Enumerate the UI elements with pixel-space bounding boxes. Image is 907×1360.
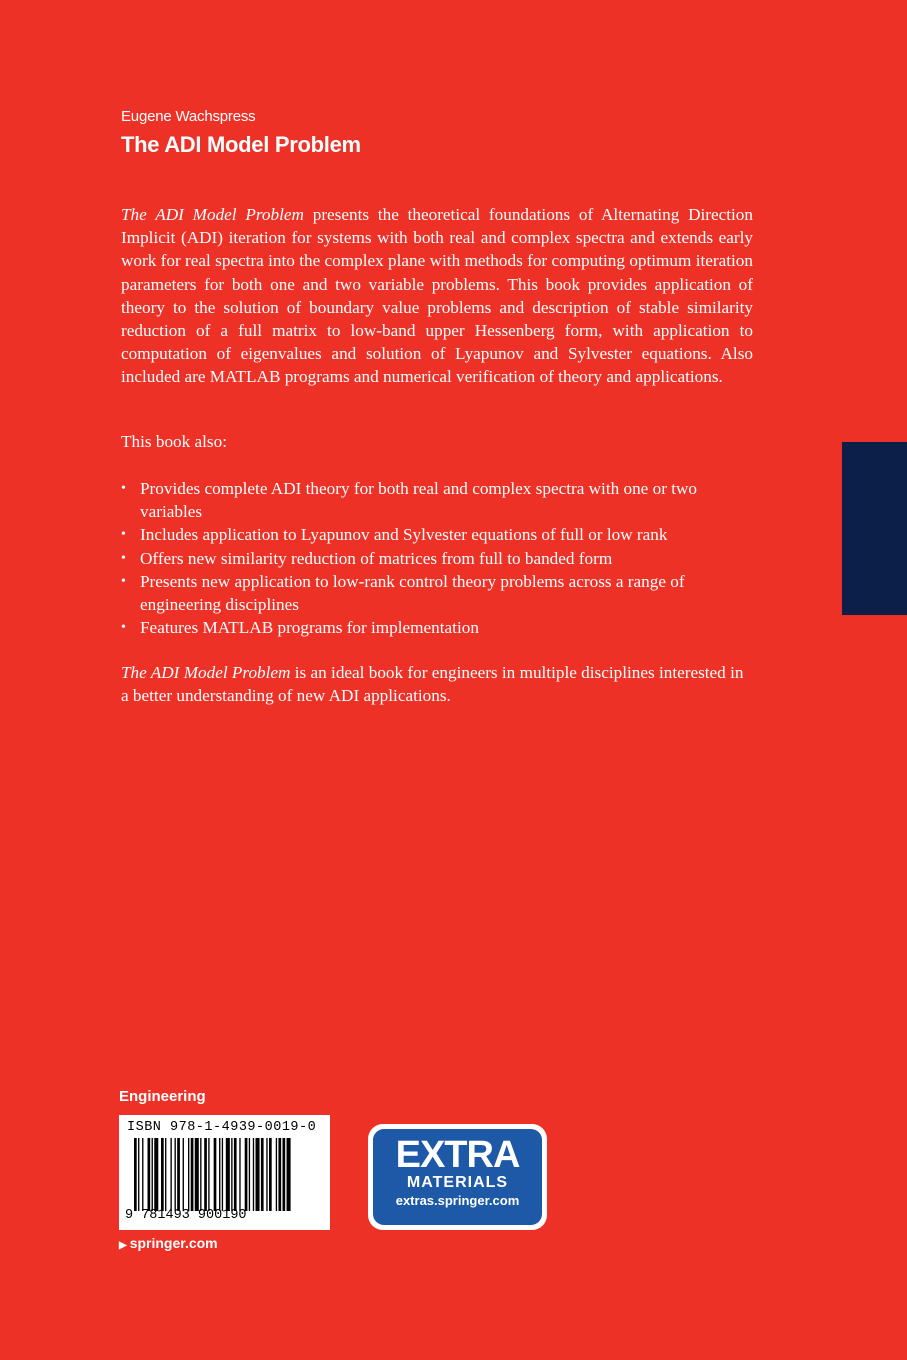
barcode-bar xyxy=(219,1138,220,1211)
author-name: Eugene Wachspress xyxy=(121,108,256,125)
barcode-bar xyxy=(154,1138,158,1211)
barcode-bar xyxy=(266,1138,267,1211)
also-label: This book also: xyxy=(121,432,227,451)
closing-title-italic: The ADI Model Problem xyxy=(121,663,291,682)
barcode-bar xyxy=(165,1138,166,1211)
feature-item: • Features MATLAB programs for implementation xyxy=(121,616,753,639)
description-title-italic: The ADI Model Problem xyxy=(121,205,304,224)
isbn-text: ISBN 978-1-4939-0019-0 xyxy=(127,1120,317,1135)
barcode-bar xyxy=(214,1138,217,1211)
barcode-bar xyxy=(256,1138,260,1211)
barcode-bar xyxy=(195,1138,199,1211)
feature-list xyxy=(121,477,753,639)
barcode-bar xyxy=(188,1138,189,1211)
barcode-bar xyxy=(204,1138,207,1211)
book-title: The ADI Model Problem xyxy=(121,132,361,157)
barcode-bar xyxy=(142,1138,143,1211)
barcode-bar xyxy=(134,1138,137,1211)
side-tab xyxy=(842,442,907,615)
barcode-bar xyxy=(183,1138,184,1211)
barcode-bar xyxy=(234,1138,237,1211)
barcode-bar xyxy=(283,1138,286,1211)
arrow-icon: ▶ xyxy=(119,1240,127,1251)
barcode-bar xyxy=(245,1138,248,1211)
badge-url: extras.springer.com xyxy=(395,1193,520,1208)
barcode-bar xyxy=(177,1138,180,1211)
barcode-bar xyxy=(191,1138,194,1211)
category-label: Engineering xyxy=(119,1088,206,1105)
barcode-bar xyxy=(239,1138,240,1211)
badge-materials: MATERIALS xyxy=(406,1174,509,1191)
springer-link[interactable] xyxy=(119,1235,218,1251)
barcode-bar xyxy=(278,1138,281,1211)
barcode-bar xyxy=(222,1138,223,1211)
barcode-bar xyxy=(138,1138,139,1211)
barcode-bar xyxy=(152,1138,153,1211)
extra-materials-badge[interactable] xyxy=(368,1124,547,1230)
barcode-bar xyxy=(170,1138,171,1211)
barcode-bar xyxy=(175,1138,176,1211)
barcode-bar xyxy=(200,1138,201,1211)
barcode xyxy=(119,1115,330,1230)
barcode-bar xyxy=(261,1138,264,1211)
barcode-bar xyxy=(287,1138,291,1211)
feature-item: • Presents new application to low-rank control theory problems across a range of engineering disciplines xyxy=(121,570,753,616)
barcode-bar xyxy=(269,1138,272,1211)
barcode-bar xyxy=(231,1138,232,1211)
description xyxy=(121,203,753,389)
closing-body: is an ideal book for engineers in multiple disciplines interested in a better understanding of new ADI applications. xyxy=(121,663,744,706)
barcode-bar xyxy=(249,1138,250,1211)
description-body: presents the theoretical foundations of Alternating Direction Implicit (ADI) iteration for systems with both real and complex spectra and extends early work for real spectra into the complex plane with methods for computing optimum iteration parameters for both one and two variable problems. This book provides application of theory to the solution of boundary value problems and description of stable similarity reduction of a full matrix to low-band upper Hessenberg form, with application to computation of eigenvalues and solution of Lyapunov and Sylvester equations. Also included are MATLAB programs and numerical verification of theory and applications. xyxy=(121,205,753,387)
feature-item: • Provides complete ADI theory for both real and complex spectra with one or two variables xyxy=(121,477,753,523)
barcode-bar xyxy=(208,1138,209,1211)
extra-materials-badge-inner xyxy=(373,1129,542,1225)
feature-item: • Offers new similarity reduction of matrices from full to banded form xyxy=(121,547,753,570)
badge-extra: EXTRA xyxy=(395,1134,520,1176)
closing-paragraph xyxy=(121,661,753,707)
barcode-bar xyxy=(253,1138,254,1211)
barcode-bars xyxy=(134,1138,320,1211)
barcode-digits: 9 781493 900190 xyxy=(125,1208,247,1223)
barcode-bar xyxy=(276,1138,277,1211)
feature-item: • Includes application to Lyapunov and Sylvester equations of full or low rank xyxy=(121,523,753,546)
barcode-bar xyxy=(226,1138,230,1211)
barcode-bar xyxy=(161,1138,164,1211)
springer-link-text: springer.com xyxy=(129,1235,218,1251)
description-paragraph xyxy=(121,203,753,389)
barcode-bar xyxy=(148,1138,151,1211)
